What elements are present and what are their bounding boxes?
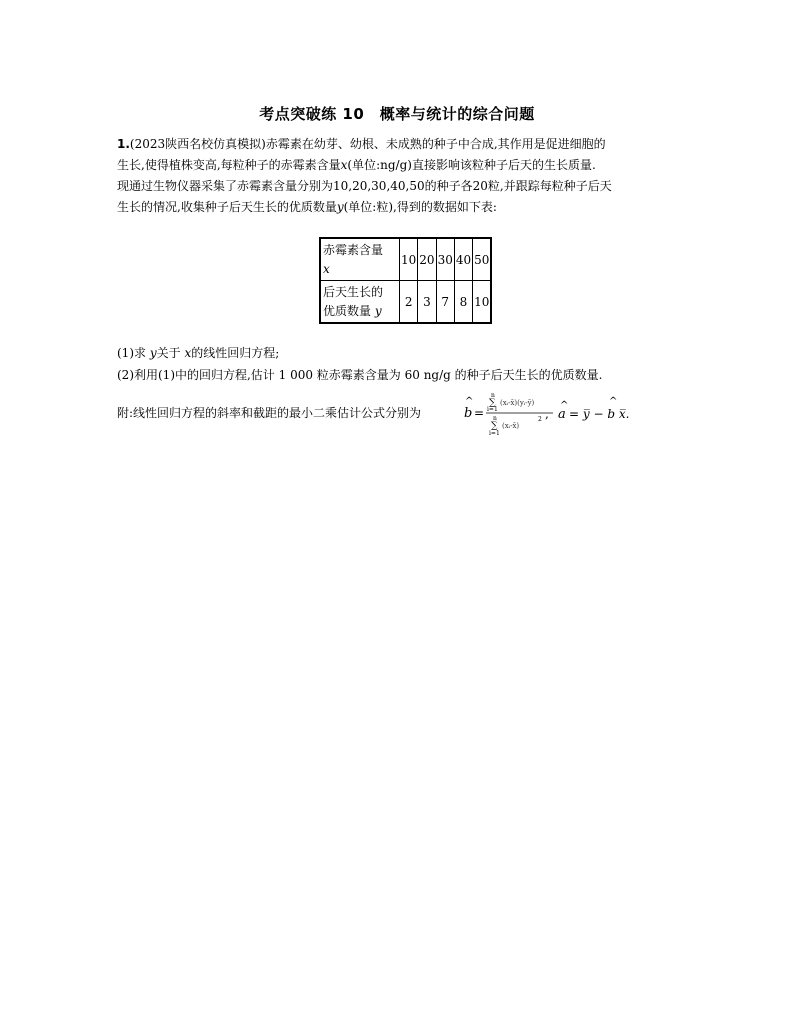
table-row (320, 281, 491, 324)
data-table (319, 237, 492, 324)
row-variable: y (374, 303, 382, 318)
a-symbol: a (558, 407, 566, 422)
question-2: (2)利用(1)中的回归方程,估计 1 000 粒赤霉素含量为 60 ng/g 的种子后天生长的优质数量. (117, 368, 603, 382)
b-symbol: b (464, 406, 473, 421)
table-cell: 30 (436, 238, 454, 281)
table-cell: 2 (400, 281, 418, 324)
table-cell: 3 (418, 281, 436, 324)
sum-sign-lower: ∑ (491, 421, 498, 431)
sum-top-lower: n (493, 415, 497, 422)
problem-source: (2023陕西名校仿真模拟) (129, 137, 266, 151)
row-label: 赤霉素含量 (323, 242, 384, 257)
row-variable: x (323, 261, 330, 276)
appendix-text: 附:线性回归方程的斜率和截距的最小二乘估计公式分别为 (117, 406, 422, 420)
q1-text: 关于 (156, 346, 181, 360)
page-title: 考点突破练 10 概率与统计的综合问题 (259, 105, 535, 123)
row-header-y (320, 281, 400, 324)
sum-top-upper: n (491, 392, 495, 399)
table-cell: 50 (473, 238, 492, 281)
question-1 (117, 342, 697, 364)
formula-comma: , (545, 407, 549, 421)
denominator: (xᵢ-x̄) (502, 422, 520, 430)
q1-text: (1)求 (117, 346, 146, 360)
b-hat-mark: ^ (465, 396, 474, 407)
sum-sign-upper: ∑ (489, 398, 496, 408)
table-cell: 10 (473, 281, 492, 324)
variable-x: x (340, 158, 348, 172)
q1-variable-y: y (149, 346, 157, 360)
problem-number: 1. (117, 137, 130, 151)
row-label: 后天生长的 (323, 284, 384, 299)
square-exponent: 2 (538, 416, 542, 423)
problem-line2a: 生长,使得植株变高,每粒种子的赤霉素含量 (117, 158, 341, 172)
problem-line4a: 生长的情况,收集种子后天生长的优质数量 (117, 200, 337, 214)
problem-statement (117, 134, 677, 218)
problem-line4b: (单位:粒),得到的数据如下表: (343, 200, 497, 214)
sub-questions (117, 342, 697, 386)
row-header-x (320, 238, 400, 281)
problem-line2b: (单位:ng/g)直接影响该粒种子后天的生长质量. (347, 158, 596, 172)
row-label: 优质数量 (323, 303, 372, 318)
regression-formula (463, 390, 643, 440)
table-row (320, 238, 491, 281)
q1-variable-x: x (184, 346, 192, 360)
problem-line1: 赤霉素在幼芽、幼根、未成熟的种子中合成,其作用是促进细胞的 (265, 137, 606, 151)
table-cell: 8 (454, 281, 472, 324)
sum-bottom-upper: i=1 (487, 406, 498, 413)
equals-sign: = (474, 406, 485, 420)
table-cell: 40 (454, 238, 472, 281)
b-hat-mark-rhs: ^ (609, 396, 618, 407)
a-rhs: = y̅ − b x̅. (569, 407, 630, 421)
a-hat-mark: ^ (560, 400, 569, 411)
table-cell: 10 (400, 238, 418, 281)
table-cell: 20 (418, 238, 436, 281)
q1-text: 的线性回归方程; (191, 346, 280, 360)
table-cell: 7 (436, 281, 454, 324)
variable-y: y (336, 200, 344, 214)
problem-line3: 现通过生物仪器采集了赤霉素含量分别为10,20,30,40,50的种子各20粒,并跟踪每粒种子后天 (117, 179, 612, 193)
sum-bottom-lower: i=1 (489, 430, 500, 437)
numerator: (xᵢ-x̄)(yᵢ-ȳ) (500, 399, 535, 407)
